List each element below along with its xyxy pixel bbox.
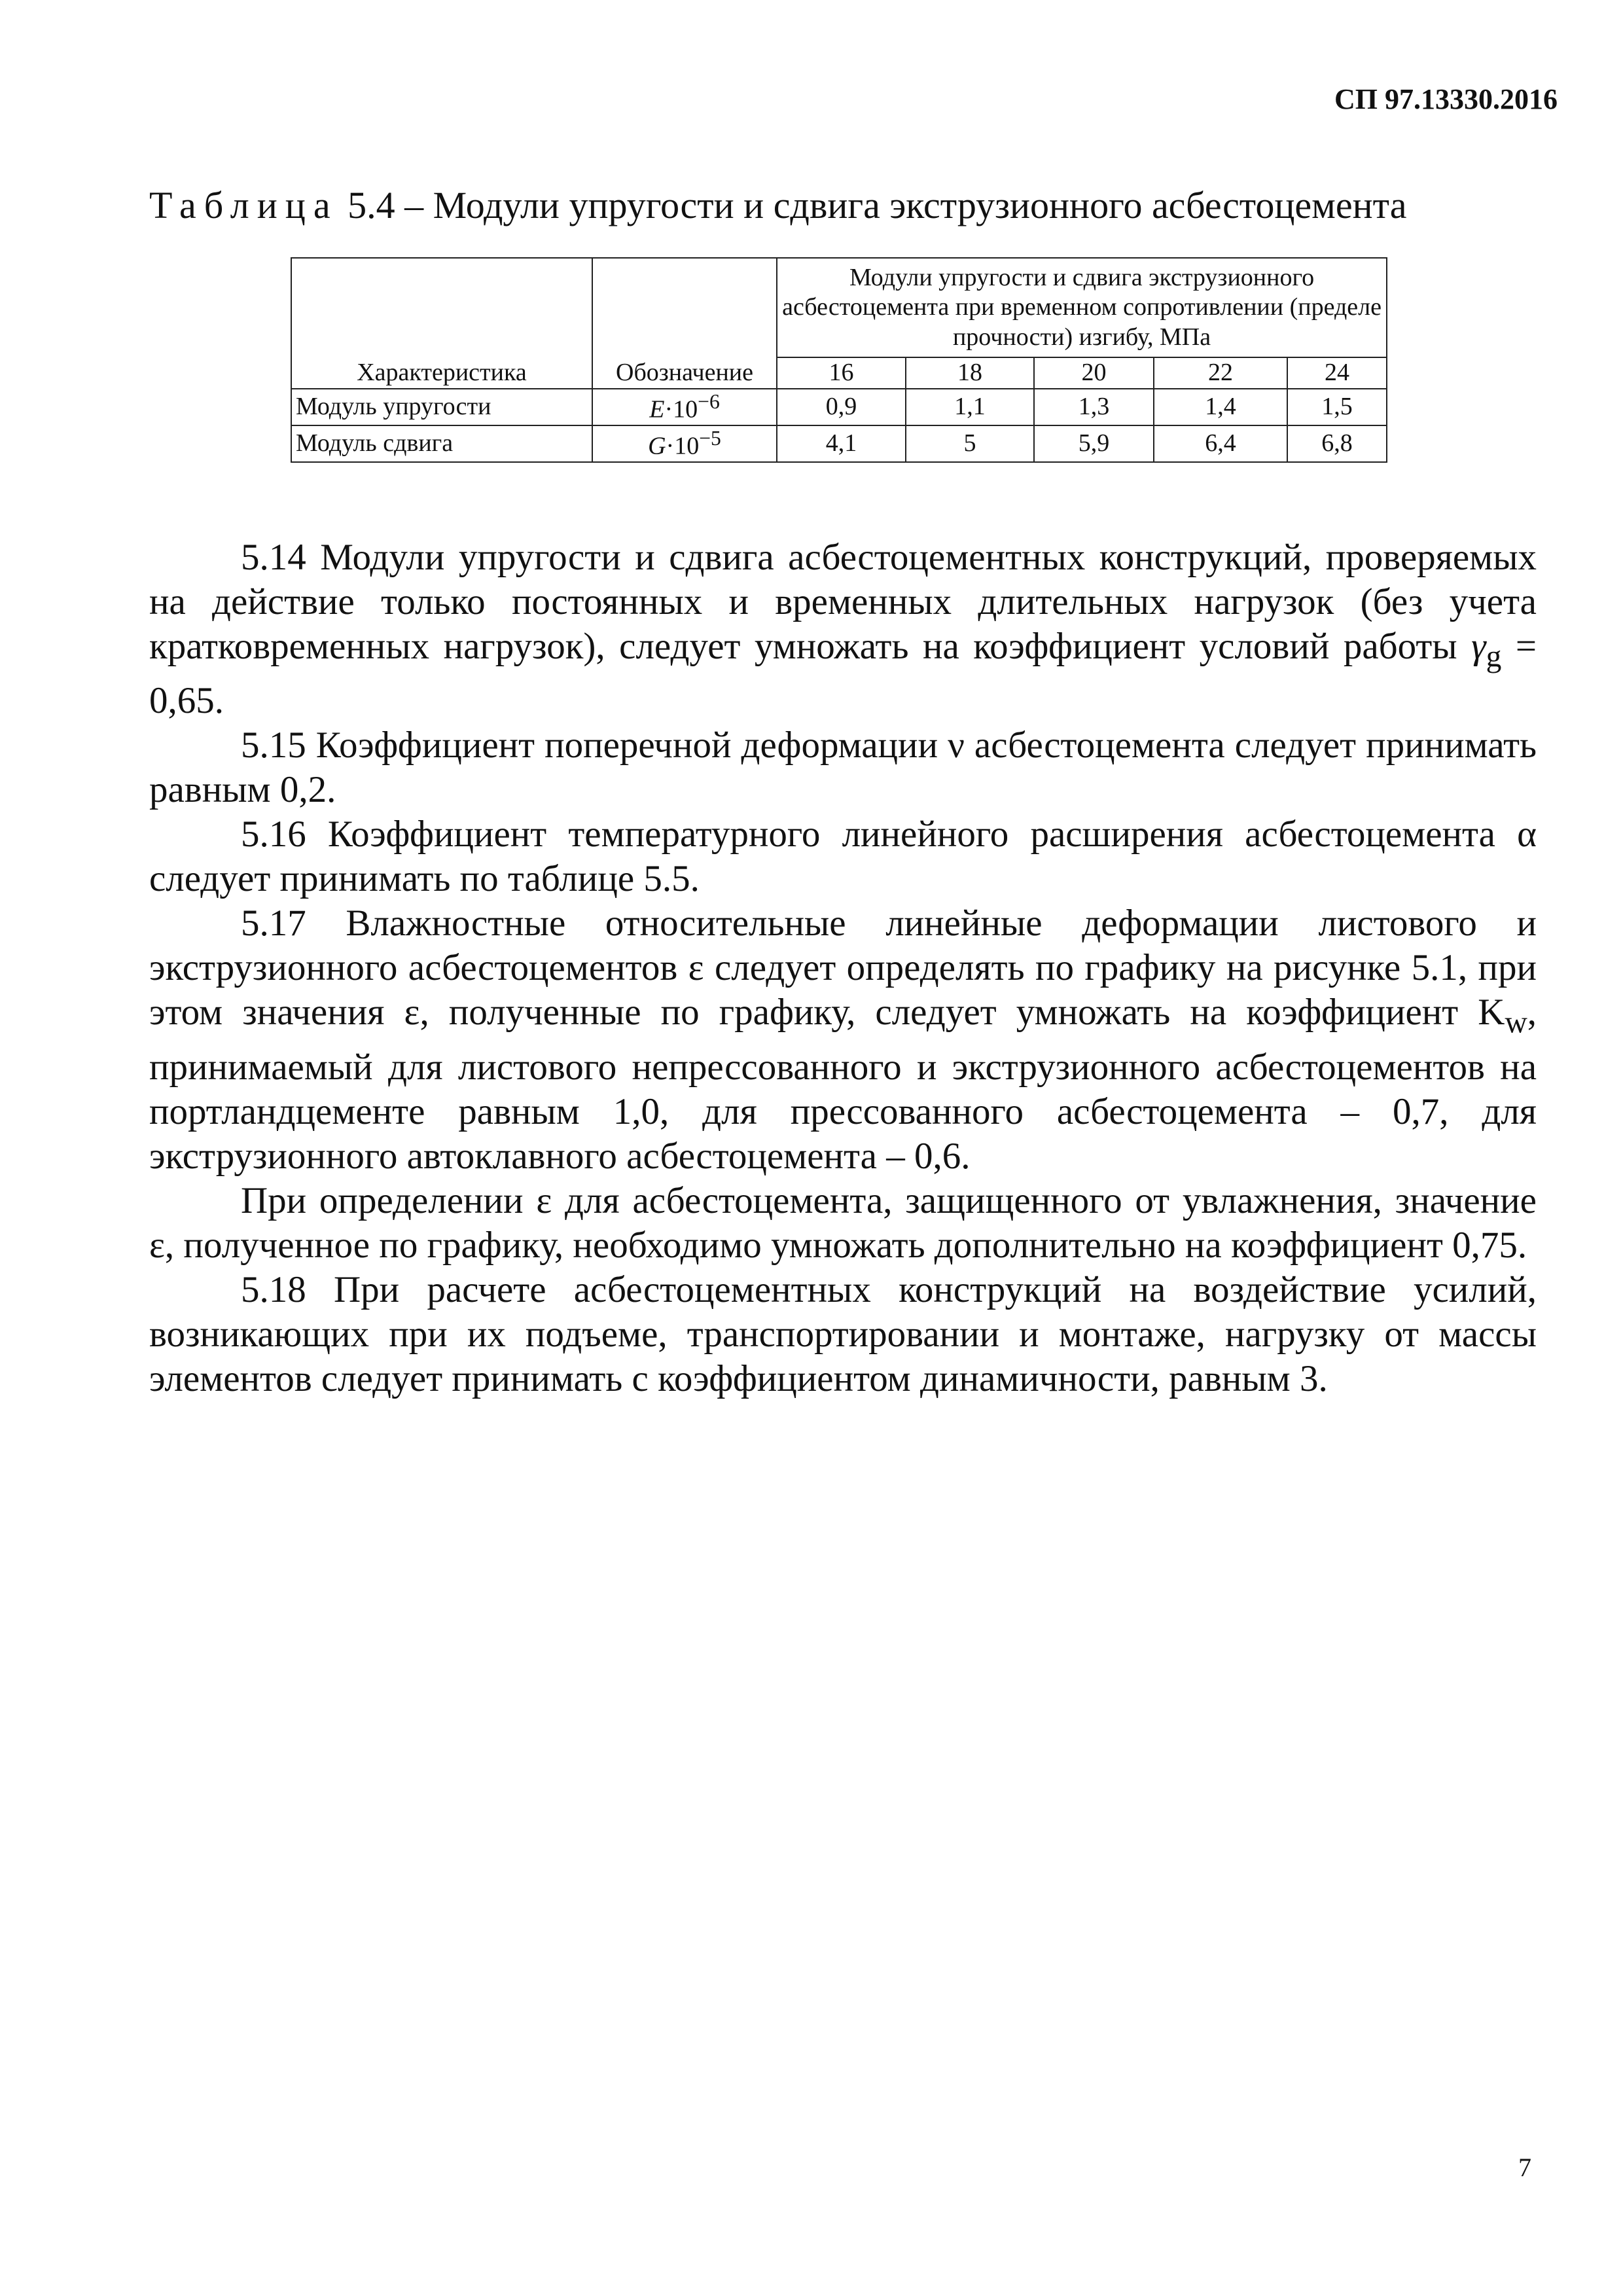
paragraph-5-14-text: 5.14 Модули упругости и сдвига асбестоцементных конструкций, проверяемых на действие только постоянных и временных длительных нагрузок (без учета кратковременных нагрузок), следует умножать на коэффициент условий работы [149,537,1537,667]
table-caption [149,183,1543,227]
row-designation [592,425,777,462]
paragraph-5-17-text: 5.17 Влажностные относительные линейные деформации листового и экструзионного асбестоцементов ε следует определять по графику на рисунке 5.1, при этом значения ε, полученные по графику, следует умножать на коэффициент K [149,903,1537,1033]
table-row [291,425,1387,462]
value-cell: 5,9 [1034,425,1154,462]
paragraph-5-17 [149,901,1537,1178]
strength-header-cell: 18 [906,357,1034,389]
document-code: СП 97.13330.2016 [1334,83,1558,115]
designation-multiplier: ·10 [666,432,700,460]
value-cell: 0,9 [777,389,906,425]
strength-header-cell: 22 [1154,357,1287,389]
value-cell: 1,1 [906,389,1034,425]
body-text [149,535,1537,1401]
value-cell: 1,4 [1154,389,1287,425]
designation-exponent: −5 [699,426,721,450]
page-number: 7 [1518,2153,1531,2182]
row-designation [592,389,777,425]
value-cell: 6,8 [1287,425,1387,462]
table-row [291,389,1387,425]
row-label: Модуль упругости [291,389,592,425]
moduli-table [291,257,1387,463]
paragraph-5-17-note: При определении ε для асбестоцемента, защищенного от увлажнения, значение ε, полученное по графику, необходимо умножать дополнительно на коэффициент 0,75. [149,1179,1537,1266]
paragraph-5-18: 5.18 При расчете асбестоцементных конструкций на воздействие усилий, возникающих при их подъеме, транспортировании и монтаже, нагрузку от массы элементов следует принимать с коэффициентом динамичности, равным 3. [149,1268,1537,1399]
value-cell: 1,3 [1034,389,1154,425]
gamma-subscript: g [1486,639,1502,674]
paragraph-5-14 [149,535,1537,723]
paragraph-5-14-value: = 0,65. [149,626,1537,722]
value-cell: 1,5 [1287,389,1387,425]
value-cell: 4,1 [777,425,906,462]
kw-subscript: w [1505,1005,1527,1040]
value-cell: 5 [906,425,1034,462]
table-header-row [291,258,1387,357]
table-caption-label: Таблица [149,184,338,226]
designation-symbol: G [648,432,666,460]
designation-symbol: E [649,395,665,423]
strength-header-cell: 16 [777,357,906,389]
strength-header-cell: 24 [1287,357,1387,389]
column-header-designation: Обозначение [592,258,777,389]
designation-multiplier: ·10 [664,395,698,423]
gamma-symbol: γ [1471,626,1486,667]
designation-exponent: −6 [698,389,720,413]
paragraph-5-16: 5.16 Коэффициент температурного линейного расширения асбестоцемента α следует принимать по таблице 5.5. [149,814,1537,900]
value-cell: 6,4 [1154,425,1287,462]
row-label: Модуль сдвига [291,425,592,462]
column-header-characteristic: Характеристика [291,258,592,389]
paragraph-5-15: 5.15 Коэффициент поперечной деформации ν асбестоцемента следует принимать равным 0,2. [149,725,1537,811]
strength-header-cell: 20 [1034,357,1154,389]
table-caption-title: 5.4 – Модули упругости и сдвига экструзионного асбестоцемента [338,184,1407,226]
paragraph-5-17-rest: , принимаемый для листового непрессованного и экструзионного асбестоцементов на портландцементе равным 1,0, для прессованного асбестоцемента – 0,7, для экструзионного автоклавного асбестоцемента – 0,6. [149,992,1537,1177]
column-group-header: Модули упругости и сдвига экструзионного асбестоцемента при временном сопротивлении (пределе прочности) изгибу, МПа [777,258,1387,357]
